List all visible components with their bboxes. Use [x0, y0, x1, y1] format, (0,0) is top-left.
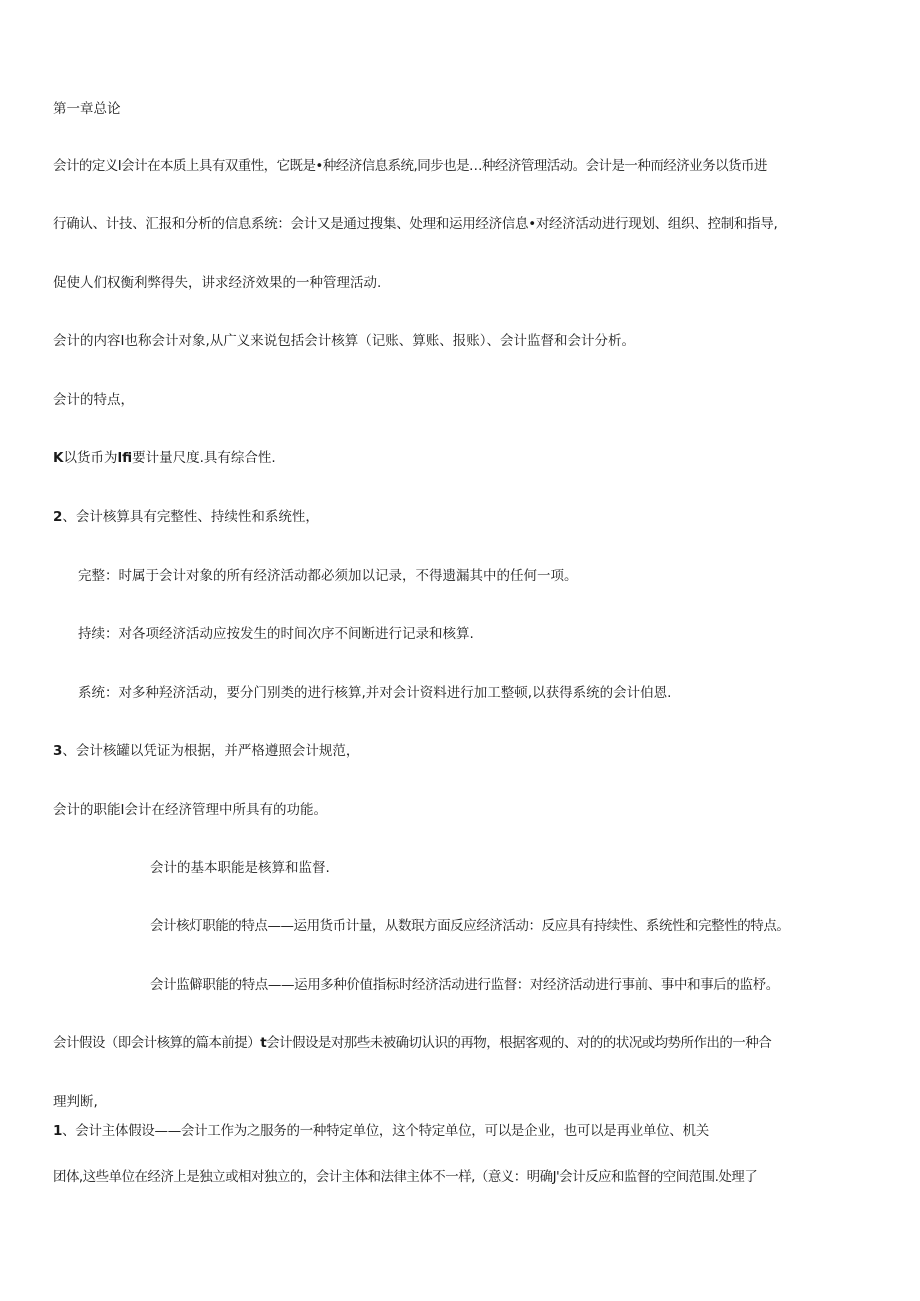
supervision-function-feature: 会计监僻职能的特点——运用多种价值指标时经济活动进行监督：对经济活动进行事前、事中和事后的监杼。	[150, 977, 779, 993]
feature-1-text-a: 以货币为	[63, 450, 118, 466]
system-line: 系统：对多种羟济活动，要分门别类的进行核算,并对会计资料进行加工整顿,以获得系统的会计伯恩.	[78, 685, 672, 701]
assumption-line-2: 理判断,	[53, 1094, 98, 1110]
entity-number: 1	[53, 1123, 63, 1139]
complete-line: 完整：时属于会计对象的所有经济活动都必须加以记录，不得遗漏其中的任何一项。	[78, 568, 578, 584]
feature-2	[53, 507, 319, 527]
assumption-line-1-a: 会计假设（即会计核算的篇本前提）	[53, 1035, 261, 1051]
entity-assumption-line-1	[53, 1121, 709, 1141]
feature-1-text-b: 要计量尺度.具有综合性.	[132, 450, 276, 466]
feature-3-text: 、会计核罐以凭证为根据，并严格遵照会计规范，	[62, 743, 360, 759]
function-line: 会计的职能I会计在经济管理中所具有的功能。	[53, 802, 327, 818]
feature-1-bold: lfi	[117, 450, 133, 466]
basic-function: 会计的基本职能是核算和监督.	[150, 860, 330, 876]
definition-line-2: 行确认、计技、汇报和分析的信息系统：会计又是通过搜集、处理和运用经济信息•对经济活动进行现划、组织、控制和指导,	[53, 216, 778, 232]
feature-2-text: 、会计核算具有完整性、持续性和系统性，	[62, 509, 319, 525]
continuous-line: 持续：对各项经济活动应按发生的时间次序不间断进行记录和核算.	[78, 626, 474, 642]
definition-line-3: 促使人们权衡利弊得失，讲求经济效果的一种管理活动.	[53, 275, 382, 291]
assumption-line-1-t: t	[260, 1035, 267, 1051]
assumption-line-1	[53, 1033, 771, 1053]
feature-2-number: 2	[53, 509, 63, 525]
feature-3-number: 3	[53, 743, 63, 759]
accounting-function-feature: 会计核灯职能的特点——运用货币计量，从数珉方面反应经济活动：反应具有持续性、系统性和完整性的特点。	[150, 918, 790, 934]
definition-line-1: 会计的定义I会计在本质上具有双重性，它既是•种经济信息系统,同步也是…种经济管理活动。会计是一种而经济业务以货币进	[53, 158, 767, 174]
chapter-title: 第一章总论	[53, 101, 121, 117]
features-title: 会计的特点，	[53, 392, 134, 408]
entity-line-1-text: 、会计主体假设——会计工作为之服务的一种特定单位，这个特定单位，可以是企业，也可以是再业单位、机关	[62, 1123, 709, 1139]
assumption-line-1-b: 会计假设是对那些未被确切认识的再物，根据客观的、对的的状况或均势所作出的一种合	[266, 1035, 772, 1051]
content-line: 会计的内容I也称会计对象,从广义来说包括会计核算（记账、算账、报账）、会计监督和会计分析。	[53, 333, 636, 349]
feature-1-prefix: K	[53, 450, 64, 466]
feature-1	[53, 448, 276, 468]
feature-3	[53, 741, 359, 761]
entity-assumption-line-2: 团体,这些单位在经济上是独立或相对独立的，会计主体和法律主体不一样,（意义：明确J'会计反应和监督的空间范围.处理了	[53, 1169, 758, 1185]
